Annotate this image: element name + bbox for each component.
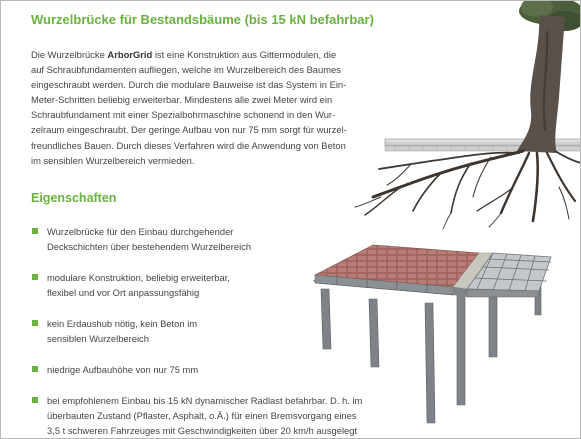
intro-line-3: eingeschraubt werden. Durch die modulare Bauweise ist das System in Ein- [31, 79, 347, 91]
feature-text: modulare Konstruktion, beliebig erweiterbar, [47, 272, 230, 283]
intro-line-1: ist eine Konstruktion aus Gittermodulen, die [152, 49, 337, 60]
page-title: Wurzelbrücke für Bestandsbäume (bis 15 kN befahrbar) [31, 12, 374, 27]
bullet-square-icon [32, 320, 38, 326]
bullet-square-icon [32, 274, 38, 280]
feature-text: niedrige Aufbauhöhe von nur 75 mm [47, 364, 199, 375]
feature-text: Deckschichten über bestehendem Wurzelbereich [47, 241, 252, 252]
intro-line-8: im sensiblen Wurzelbereich vermieden. [31, 154, 195, 166]
intro-line-4: Meter-Schritten beliebig erweiterbar. Mindestens alle zwei Meter wird ein [31, 94, 333, 106]
section-title: Eigenschaften [31, 191, 117, 205]
feature-text: bei empfohlenem Einbau bis 15 kN dynamischer Radlast befahrbar. D. h. im [47, 395, 363, 406]
intro-line-2: auf Schraubfundamenten aufliegen, welche im Wurzelbereich des Baumes [31, 64, 341, 76]
tree-root-illustration [351, 1, 581, 231]
bullet-square-icon [32, 397, 38, 403]
feature-text: Wurzelbrücke für den Einbau durchgehender [47, 226, 234, 237]
intro-line-7: freundliches Bauen. Durch dieses Verfahren wird die Anwendung von Beton [31, 139, 346, 151]
intro-prefix: Die Wurzelbrücke [31, 49, 108, 60]
feature-text: überbauten Zustand (Pflaster, Asphalt, o.Ä.) für einen Bremsvorgang eines [47, 410, 357, 421]
bridge-module-illustration [307, 237, 557, 427]
feature-text: sensiblen Wurzelbereich [47, 333, 149, 344]
intro-line-6: zelraum eingeschraubt. Der geringe Aufbau von nur 75 mm sorgt für wurzel- [31, 124, 347, 136]
bullet-square-icon [32, 228, 38, 234]
intro-paragraph [31, 47, 367, 168]
intro-line-5: Schraubfundament mit einer Spezialbohrmaschine schonend in den Wur- [31, 109, 336, 121]
tree-trunk [517, 15, 565, 153]
feature-text: 3,5 t schweren Fahrzeuges mit Geschwindigkeiten über 20 km/h ausgelegt [47, 425, 358, 436]
feature-text: kein Erdaushub nötig, kein Beton im [47, 318, 198, 329]
feature-text: flexibel und vor Ort anpassungsfähig [47, 287, 200, 298]
bullet-square-icon [32, 366, 38, 372]
tree-roots [355, 151, 581, 229]
brand-name: ArborGrid [107, 49, 153, 60]
